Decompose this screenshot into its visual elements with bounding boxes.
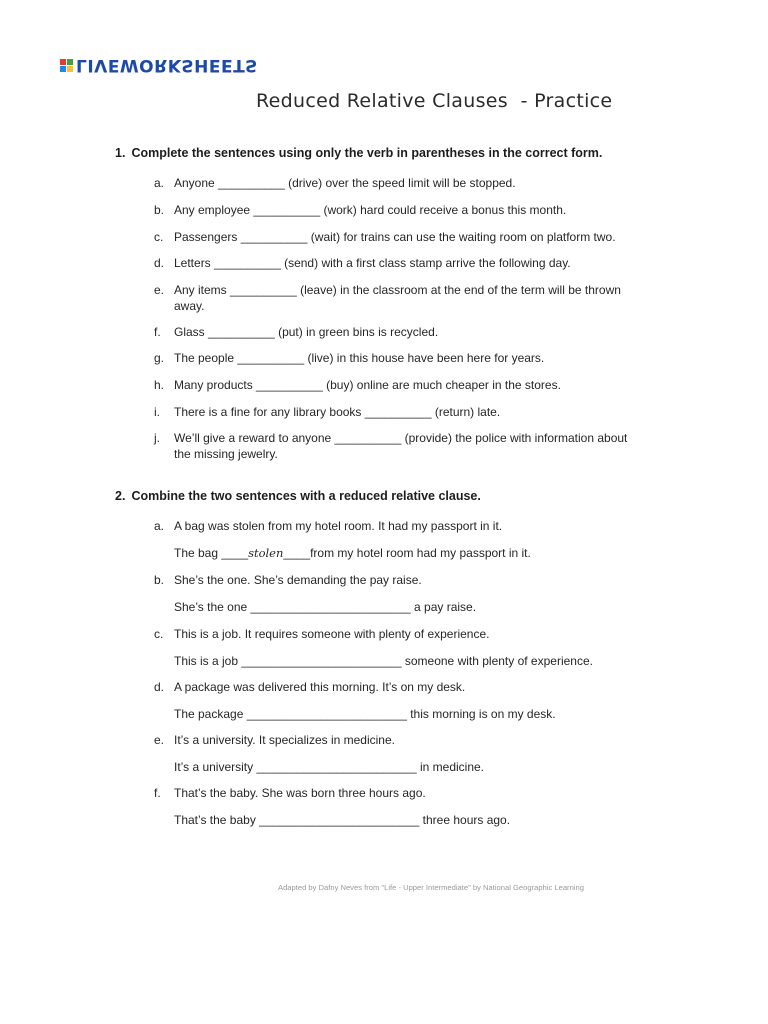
item-text: Anyone __________ (drive) over the speed limit will be stopped. [174, 176, 516, 190]
exercise-2-item-e [154, 733, 644, 749]
item-letter: d. [154, 256, 165, 270]
item-letter: g. [154, 351, 165, 365]
item-text: Any employee __________ (work) hard could receive a bonus this month. [174, 203, 567, 217]
attribution-footer: Adapted by Dafny Neves from "Life - Upper Intermediate" by National Geographic Learning [278, 883, 584, 892]
answer-before: The bag ____ [174, 546, 249, 560]
exercise-1-item-c [154, 230, 644, 246]
item-prompt: A bag was stolen from my hotel room. It had my passport in it. [174, 519, 503, 533]
exercise-1-item-h [154, 378, 644, 394]
logo-square-yellow [67, 66, 73, 72]
item-text: There is a fine for any library books __________ (return) late. [174, 405, 501, 419]
section2-number: 2. [115, 489, 126, 503]
item-text: We’ll give a reward to anyone __________ (provide) the police with information about the missing jewelry. [174, 431, 628, 461]
section2-heading [115, 489, 481, 503]
item-letter: h. [154, 378, 165, 392]
item-letter: b. [154, 573, 165, 587]
exercise-1-item-b [154, 203, 644, 219]
exercise-1-item-i [154, 405, 644, 421]
item-prompt: She’s the one. She’s demanding the pay raise. [174, 573, 422, 587]
item-prompt: A package was delivered this morning. It’s on my desk. [174, 680, 466, 694]
exercise-2-answer-c[interactable]: This is a job ________________________ someone with plenty of experience. [174, 654, 593, 668]
item-letter: f. [154, 325, 161, 339]
exercise-2-item-f [154, 786, 644, 802]
item-letter: a. [154, 176, 165, 190]
item-text: Many products __________ (buy) online are much cheaper in the stores. [174, 378, 561, 392]
item-text: The people __________ (live) in this house have been here for years. [174, 351, 545, 365]
item-text: Passengers __________ (wait) for trains can use the waiting room on platform two. [174, 230, 616, 244]
exercise-1-item-a [154, 176, 644, 192]
item-prompt: That’s the baby. She was born three hours ago. [174, 786, 426, 800]
exercise-2-item-a [154, 519, 644, 535]
item-letter: j. [154, 431, 160, 445]
exercise-1-item-e [154, 283, 644, 314]
item-prompt: This is a job. It requires someone with plenty of experience. [174, 627, 490, 641]
section2-instruction: Combine the two sentences with a reduced relative clause. [131, 489, 481, 503]
answer-after: ____from my hotel room had my passport in it. [283, 546, 531, 560]
item-prompt: It’s a university. It specializes in medicine. [174, 733, 395, 747]
item-text: Letters __________ (send) with a first class stamp arrive the following day. [174, 256, 571, 270]
page-title: Reduced Relative Clauses - Practice [256, 90, 613, 112]
exercise-2-item-d [154, 680, 644, 696]
exercise-1-item-f [154, 325, 644, 341]
item-letter: c. [154, 627, 164, 641]
exercise-2-answer-b[interactable]: She’s the one ________________________ a pay raise. [174, 600, 477, 614]
item-letter: f. [154, 786, 161, 800]
item-letter: b. [154, 203, 165, 217]
exercise-1-item-g [154, 351, 644, 367]
section1-instruction: Complete the sentences using only the verb in parentheses in the correct form. [131, 146, 603, 160]
logo-square-red [60, 59, 66, 65]
exercise-2-answer-e[interactable]: It’s a university ________________________ in medicine. [174, 760, 485, 774]
section1-heading [115, 146, 602, 160]
logo-mark-icon [60, 59, 72, 72]
section1-number: 1. [115, 146, 126, 160]
exercise-2-answer-a [174, 546, 531, 560]
exercise-2-answer-d[interactable]: The package ________________________ this morning is on my desk. [174, 707, 556, 721]
item-letter: a. [154, 519, 165, 533]
item-text: Glass __________ (put) in green bins is recycled. [174, 325, 439, 339]
logo-square-blue [60, 66, 66, 72]
item-letter: e. [154, 283, 165, 297]
exercise-2-answer-f[interactable]: That’s the baby ________________________ three hours ago. [174, 813, 511, 827]
logo-square-green [67, 59, 73, 65]
exercise-1-item-j [154, 431, 644, 462]
item-letter: e. [154, 733, 165, 747]
exercise-1-item-d [154, 256, 644, 272]
exercise-2-item-c [154, 627, 644, 643]
exercise-2-item-b [154, 573, 644, 589]
item-text: Any items __________ (leave) in the classroom at the end of the term will be thrown away. [174, 283, 621, 313]
item-letter: d. [154, 680, 165, 694]
liveworksheets-logo [60, 55, 258, 75]
item-letter: c. [154, 230, 164, 244]
filled-answer-stolen[interactable]: stolen [248, 546, 284, 560]
item-letter: i. [154, 405, 160, 419]
logo-text: LIVEWORKSHEETS [76, 55, 258, 75]
